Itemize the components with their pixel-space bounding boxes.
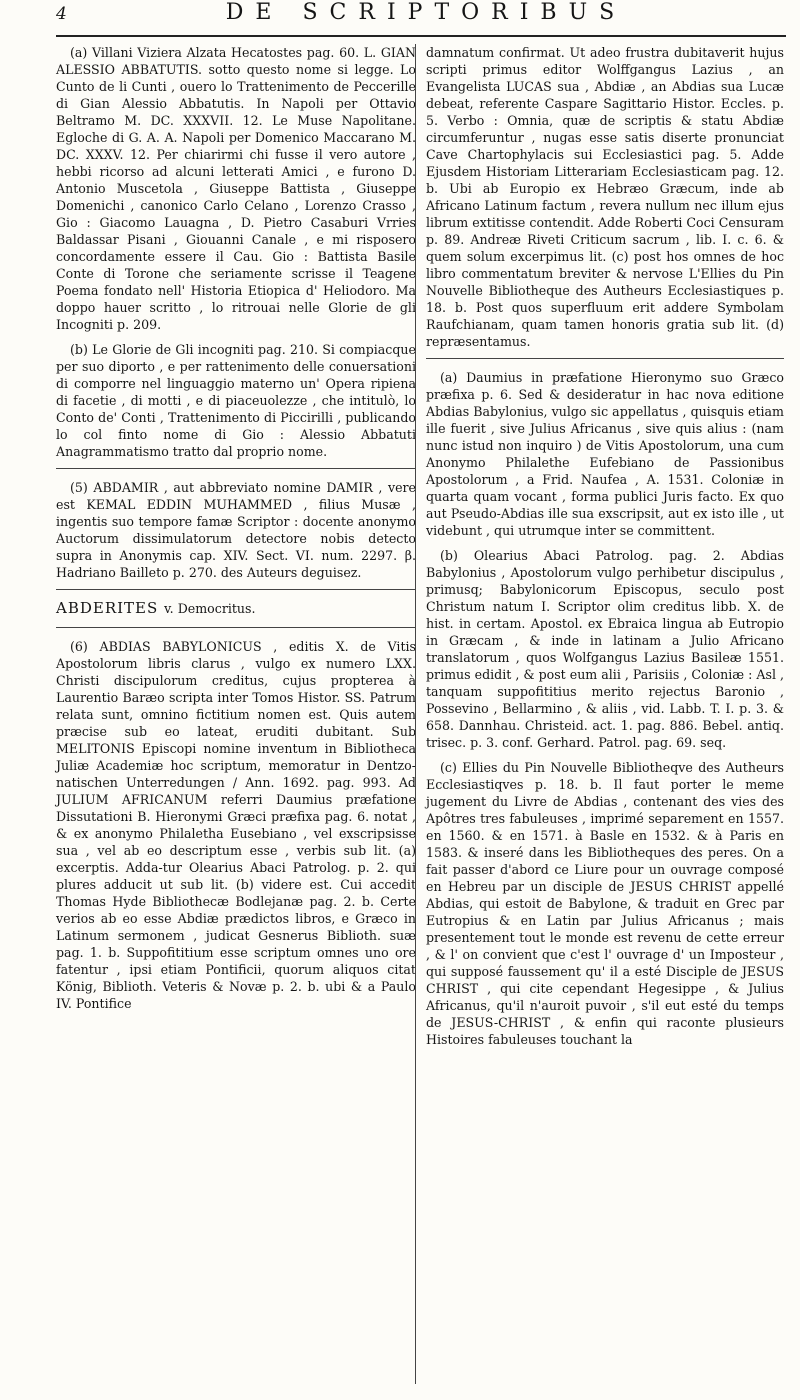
footnote-b-glorie: (b) Le Glorie de Gli incogniti pag. 210. Si compiacque per suo diporto , e per rattenimento delle conuersationi di comporre nel linguaggio materno un' Opera ripiena di facetie , di motti , e di piaceuolezze , che intitulò, lo Conto de' Conti , Trattenimento di Piccirilli , publicando lo col finto nome di Gio : Alessio Abbatuti Anagrammatismo tratto dal proprio nome. bbox=[56, 342, 416, 459]
running-title: DE SCRIPTORIBUS bbox=[225, 0, 627, 25]
page-number: 4 bbox=[56, 4, 67, 24]
section-divider bbox=[56, 468, 416, 469]
entry-abderites-name: ABDERITES bbox=[56, 599, 159, 617]
section-divider bbox=[56, 627, 416, 628]
footnote-a-daumius: (a) Daumius in præfatione Hieronymo suo Græco præfixa p. 6. Sed & desideratur in hac nova editione Abdias Babylonius, vulgo sic appellatus , quisquis etiam ille fuerit , sive Julius Africanus , sive quis alius : (nam nunc istud non inquiro ) de Vitis Apostolorum, una cum Anonymo Philalethe Eufebiano de Passionibus Apostolorum , a Frid. Naufea , A. 1531. Coloniæ in quarta quam vocant , forma publici Juris facto. Ex quo aut Pseudo-Abdias ille sua exscripsit, aut ex isto ille , ut videbunt , qui utrumque inter se committent. bbox=[426, 370, 784, 538]
section-divider bbox=[426, 358, 784, 359]
entry-abdias-babylonicus: (6) ABDIAS BABYLONICUS , editis X. de Vitis Apostolorum libris clarus , vulgo ex numero LXX. Christi discipulorum creditus, cujus propterea à Laurentio Baræo scripta inter Tomos Histor. SS. Patrum relata sunt, omnino fictitium nomen est. Quis autem præcise sub eo lateat, eruditi dubitant. Sub MELITONIS Episcopi nomine inventum in Bibliotheca Juliæ Academiæ hoc scriptum, memoratur in Dentzo-natischen Unterredungen / Ann. 1692. pag. 993. Ad JULIUM AFRICANUM referri Daumius præfatione Dissutationi B. Hieronymi Græci præfixa pag. 6. notat , & ex anonymo Philaletha Eusebiano , vel exscripsisse sua , vel ab eo descriptum esse , verbis sub lit. (a) excerptis. Adda-tur Olearius Abaci Patrolog. p. 2. qui plures adducit ut sub lit. (b) videre est. Cui accedit Thomas Hyde Bibliothecæ Bodlejanæ pag. 2. b. Certe verios ab eo esse Abdiæ prædictos libros, e Græco in Latinum sermonem , judicat Gesnerus Biblioth. suæ pag. 1. b. Suppofititium esse scriptum omnes uno ore fatentur , ipsi etiam Pontificii, quorum aliquos citat König, Biblioth. Veteris & Novæ p. 2. b. ubi & a Paulo IV. Pontifice bbox=[56, 639, 416, 1011]
footnote-b-olearius: (b) Olearius Abaci Patrolog. pag. 2. Abdias Babylonius , Apostolorum vulgo perhibetur discipulus , primusq; Babylonicorum Episcopus, seculo post Christum natum I. Scriptor olim creditus libb. X. de hist. in certam. Apostol. ex Ebraica lingua ab Eutropio in Græcam , & inde in latinam a Julio Africano translatorum , quos Wolfgangus Lazius Basileæ 1551. primus edidit , & post eum alii , Parisiis , Coloniæ : Asl , tanquam suppofititius merito rejectus Baronio , Possevino , Bellarmino , & aliis , vid. Labb. T. I. p. 3. & 658. Dannhau. Christeid. act. 1. pag. 886. Bebel. antiq. trisec. p. 3. conf. Gerhard. Patrol. pag. 69. seq. bbox=[426, 548, 784, 750]
entry-abderites-ref: v. Democritus. bbox=[164, 601, 256, 616]
entry-abdamir: (5) ABDAMIR , aut abbreviato nomine DAMIR , vere est KEMAL EDDIN MUHAMMED , filius Musæ , ingentis suo tempore famæ Scriptor : docente anonymo Auctorum dissimulatorum detectore nobis detecto supra in Anonymis cap. XIV. Sect. VI. num. 2297. β. Hadriano Bailleto p. 270. des Auteurs deguisez. bbox=[56, 480, 416, 580]
left-column bbox=[56, 44, 416, 1020]
right-column bbox=[426, 44, 784, 1056]
entry-abdias-continued: damnatum confirmat. Ut adeo frustra dubitaverit hujus scripti primus editor Wolffgangus Lazius , an Evangelista LUCAS sua , Abdiæ , an Abdias sua Lucæ debeat, referente Caspare Sagittario Histor. Eccles. p. 5. Verbo : Omnia, quæ de scriptis & statu Abdiæ circumferuntur , nugas esse satis diserte pronunciat Cave Chartophylacis sui Ecclesiastici pag. 5. Adde Ejusdem Historiam Litterariam Ecclesiasticam pag. 12. b. Ubi ab Europio ex Hebræo Græcum, inde ab Africano Latinum factum , revera nullum nec illum ejus librum extitisse contendit. Adde Roberti Coci Censuram p. 89. Andreæ Riveti Criticum sacrum , lib. I. c. 6. & quem solum excerpimus lit. (c) post hos omnes de hoc libro commentatum breviter & nervose L'Ellies du Pin Nouvelle Bibliotheque des Autheurs Ecclesiastiques p. 18. b. Post quos superfluum erit addere Symbolam Raufchianam, quam tamen honoris gratia sub lit. (d) repræsentamus. bbox=[426, 45, 784, 349]
entry-abderites bbox=[56, 600, 416, 617]
footnote-c-ellies-du-pin: (c) Ellies du Pin Nouvelle Bibliotheqve des Autheurs Ecclesiastiqves p. 18. b. Il faut porter le meme jugement du Livre de Abdias , contenant des vies des Apôtres tres fabuleuses , imprimé separement en 1557. en 1560. & en 1571. à Basle en 1532. & à Paris en 1583. & inseré dans les Bibliotheques des peres. On a fait passer d'abord ce Liure pour un ouvrage composé en Hebreu par un disciple de JESUS CHRIST appellé Abdias, qui estoit de Babylone, & traduit en Grec par Eutropius & en Latin par Julius Africanus ; mais presentement tout le monde est revenu de cette erreur , & l' on convient que c'est l' ouvrage d' un Impostеur , qui supposé faussement qu' il a esté Disciple de JESUS CHRIST , qui cite cependant Hegesippe , & Julius Africanus, qu'il n'auroit puvoir , s'il eut esté du temps de JESUS-CHRIST , & enfin qui raconte plusieurs Histoires fabuleuses touchant la bbox=[426, 760, 784, 1047]
footnote-a-villani: (a) Villani Viziera Alzata Hecatostes pag. 60. L. GIAN ALESSIO ABBATUTIS. sotto questo nome si legge. Lo Cunto de li Cunti , ouero lo Trattenimento de Peccerille di Gian Alessio Abbatutis. In Napoli per Ottavio Beltramo M. DC. XXXVII. 12. Le Muse Napolitane. Egloche di G. A. A. Napoli per Domenico Maccarano M. DC. XXXV. 12. Per chiarirmi chi fusse il vero autore , hebbi ricorso ad alcuni letterati Amici , e furono D. Antonio Muscetola , Giuseppe Battista , Giuseppe Domenichi , canonico Carlo Celano , Lorenzo Crasso , Gio : Giacomo Lauagna , D. Pietro Casaburi Vrries Baldassar Pisani , Giouanni Canale , e mi risposero concordamente essere il Cau. Gio : Battista Basile Conte di Torone che seriamente scrisse il Teagene Poema fondato nell' Historia Etiopica d' Heliodoro. Ma doppo hauer scritto , lo ritrouai nelle Glorie de gli Incogniti p. 209. bbox=[56, 45, 416, 332]
column-divider bbox=[415, 44, 416, 1384]
header-rule bbox=[56, 35, 786, 37]
section-divider bbox=[56, 589, 416, 590]
page-header bbox=[56, 0, 786, 36]
